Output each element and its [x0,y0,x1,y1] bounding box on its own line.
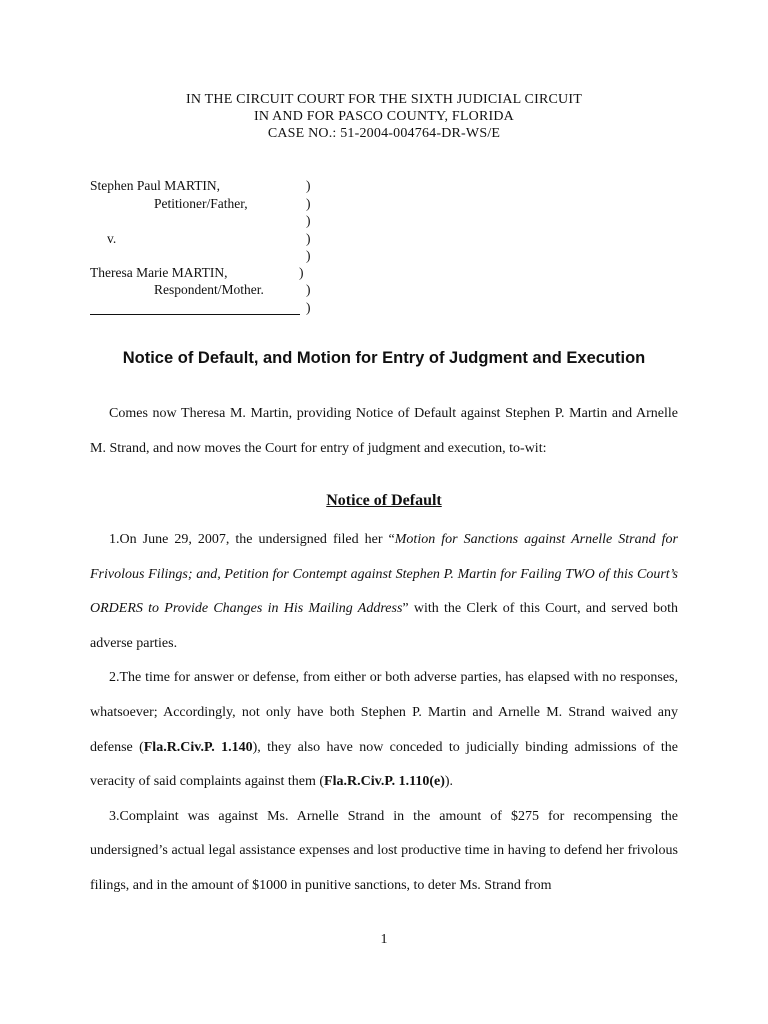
caption-paren: ) [306,231,311,246]
caption-paren: ) [306,196,311,211]
para1-post: ” with the Clerk of this Court, and served both adverse parties. [90,601,678,651]
respondent-role: Respondent/Mother. [154,282,264,297]
paragraph-1 [90,523,678,661]
caption-paren: ) [299,265,304,280]
caption-paren: ) [306,178,311,193]
caption-underline [90,314,300,315]
intro-paragraph [90,397,678,466]
caption-paren: ) [306,213,311,228]
intro-text: Comes now Theresa M. Martin, providing Notice of Default against Stephen P. Martin and Arnelle M. Strand, and now moves the Court for entry of judgment and execution, to-wit: [90,406,678,456]
para1-pre: 1.On June 29, 2007, the undersigned filed her “ [109,532,395,547]
para2-citation-2: Fla.R.Civ.P. 1.110(e) [324,774,445,790]
para2-post: ). [444,774,454,790]
petitioner-name: Stephen Paul MARTIN, [90,178,221,193]
respondent-name: Theresa Marie MARTIN, [90,265,228,280]
caption-paren: ) [306,282,311,297]
court-header-line-1: IN THE CIRCUIT COURT FOR THE SIXTH JUDICIAL CIRCUIT [186,92,582,107]
para1-motion-title: Motion for Sanctions against Arnelle Strand for Frivolous Filings; and, Petition for Contempt against Stephen P. Martin for Failing TWO of this Court’s ORDERS to Provide Changes in His Mailing Address [90,532,678,617]
document-title: Notice of Default, and Motion for Entry of Judgment and Execution [122,349,646,367]
versus: v. [107,231,117,246]
paragraph-3: 3.Complaint was against Ms. Arnelle Strand in the amount of $275 for recompensing the undersigned’s actual legal assistance expenses and lost productive time in having to defend her frivolous filings, and in the amount of $1000 in punitive sanctions, to deter Ms. Strand from [90,808,678,893]
numbered-paragraphs [90,523,678,904]
page-number: 1 [380,932,388,947]
paragraph-2 [90,661,678,799]
para2-citation-1: Fla.R.Civ.P. 1.140 [143,739,253,755]
para2-pre: 2.The time for answer or defense, from either or both adverse parties, has elapsed with no responses, whatsoever; Accordingly, not only have both Stephen P. Martin and Arnelle M. Strand waived any defense ( [90,670,678,755]
petitioner-role: Petitioner/Father, [154,196,248,211]
case-number: CASE NO.: 51-2004-004764-DR-WS/E [267,126,501,141]
para2-mid: ), they also have now conceded to judicially binding admissions of the veracity of said complaints against them ( [90,739,679,790]
court-header-line-2: IN AND FOR PASCO COUNTY, FLORIDA [253,109,514,124]
caption-paren: ) [306,248,311,263]
section-heading: Notice of Default [326,492,442,509]
caption-paren: ) [306,300,311,315]
